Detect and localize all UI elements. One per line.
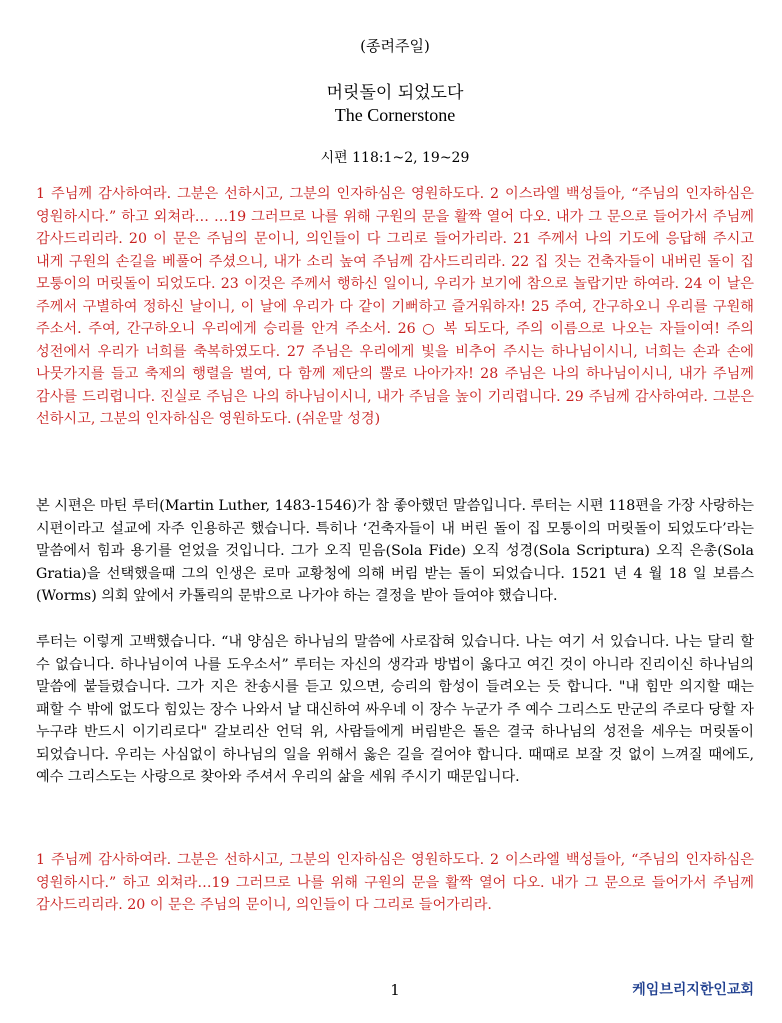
scripture-passage-1: 1 주님께 감사하여라. 그분은 선하시고, 그분의 인자하심은 영원하도다. 2 이스라엘 백성들아, “주님의 인자하심은 영원하시다.” 하고 외쳐라… …19 그러므로 나를 위해 구원의 문을 활짝 열어 다오. 내가 그 문으로 들어가서 주님께 감사드리리라. 20 이 문은 주님의 문이니, 의인들이 다 그리로 들어가리라. 21 주께서 나의 기도에 응답해 주시고 내게 구원의 손길을 베풀어 주셨으니, 내가 소리 높여 주님께 감사드리리라. 22 집 짓는 건축자들이 내버린 돌이 집 모퉁이의 머릿돌이 되었도다. 23 이것은 주께서 행하신 일이니, 우리가 보기에 참으로 놀랍기만 하여라. 24 이 날은 주께서 구별하여 정하신 날이니, 이 날에 우리가 다 같이 기뻐하고 즐거워하자! 25 주여, 간구하오니 우리를 구원해 주소서. 주여, 간구하오니 우리에게 승리를 안겨 주소서. 26 ○ 복 되도다, 주의 이름으로 나오는 자들이여! 주의 성전에서 우리가 너희를 축복하였도다. 27 주님은 우리에게 빛을 비추어 주시는 하나님이시니, 너희는 손과 손에 나뭇가지를 들고 축제의 행렬을 벌여, 다 함께 제단의 뿔로 나아가자! 28 주님은 나의 하나님이시니, 내가 주님께 감사를 드리렵니다. 진실로 주님은 나의 하나님이시니, 내가 주님을 높이 기리렵니다. 29 주님께 감사하여라. 그분은 선하시고, 그분의 인자하심은 영원하도다. (쉬운말 성경) xyxy=(36,186,754,427)
sermon-title-korean: 머릿돌이 되었도다 xyxy=(326,83,464,103)
scripture-reference: 시편 118:1~2, 19~29 xyxy=(320,150,470,166)
sermon-paragraph-2: 루터는 이렇게 고백했습니다. “내 양심은 하나님의 말씀에 사로잡혀 있습니다. 나는 여기 서 있습니다. 나는 달리 할 수 없습니다. 하나님이여 나를 도우소서” 루터는 자신의 생각과 방법이 옳다고 여긴 것이 아니라 진리이신 하나님의 말씀에 붙들렸습니다. 그가 지은 찬송시를 듣고 있으면, 승리의 함성이 들려오는 듯 합니다. "내 힘만 의지할 때는 패할 수 밖에 없도다 힘있는 장수 나와서 날 대신하여 싸우네 이 장수 누군가 주 예수 그리스도 만군의 주로다 당할 자 누구랴 반드시 이기리로다" 갈보리산 언덕 위, 사람들에게 버림받은 돌은 결국 하나님의 성전을 세우는 머릿돌이 되었습니다. 우리는 사심없이 하나님의 일을 위해서 옳은 길을 걸어야 합니다. 때때로 보잘 것 없이 느껴질 때에도, 예수 그리스도는 사랑으로 찾아와 주셔서 우리의 삶을 세워 주시기 때문입니다. xyxy=(36,634,754,785)
scripture-passage-2: 1 주님께 감사하여라. 그분은 선하시고, 그분의 인자하심은 영원하도다. 2 이스라엘 백성들아, “주님의 인자하심은 영원하시다.” 하고 외쳐라…19 그러므로 나를 위해 구원의 문을 활짝 열어 다오. 내가 그 문으로 들어가서 주님께 감사드리리라. 20 이 문은 주님의 문이니, 의인들이 다 그리로 들어가리라. xyxy=(36,852,754,913)
sermon-title-english: The Cornerstone xyxy=(334,105,456,125)
sermon-paragraph-1: 본 시편은 마틴 루터(Martin Luther, 1483-1546)가 참 좋아했던 말씀입니다. 루터는 시편 118편을 가장 사랑하는 시편이라고 설교에 자주 인용하곤 했습니다. 특히나 ‘건축자들이 내 버린 돌이 집 모퉁이의 머릿돌이 되었도다’라는 말씀에서 힘과 용기를 얻었을 것입니다. 그가 오직 믿음(Sola Fide) 오직 성경(Sola Scriptura) 오직 은총(Sola Gratia)을 선택했을때 그의 인생은 로마 교황청에 의해 버림 받는 돌이 되었습니다. 1521 년 4 월 18 일 보름스(Worms) 의회 앞에서 카톨릭의 문밖으로 나가야 하는 결정을 받아 들여야 했습니다. xyxy=(36,498,754,604)
service-subtitle: (종려주일) xyxy=(360,37,430,55)
document-page xyxy=(36,0,754,1023)
page-number: 1 xyxy=(390,981,400,999)
church-name: 케임브리지한인교회 xyxy=(632,982,754,998)
